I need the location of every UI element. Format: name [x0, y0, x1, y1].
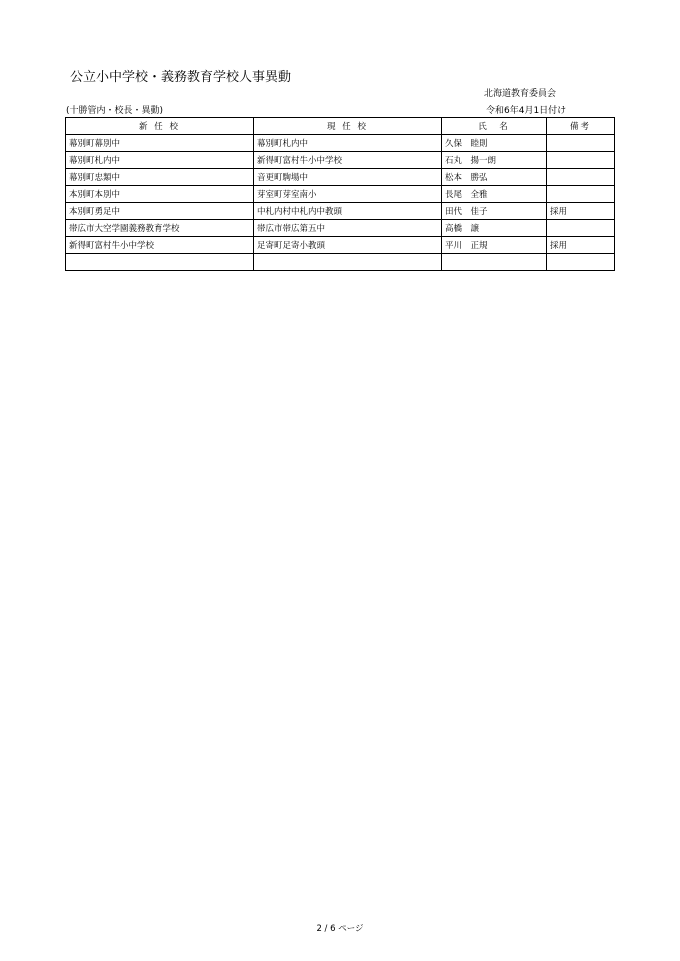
- new-school-cell: 本別町勇足中: [66, 203, 254, 220]
- table-row: [66, 169, 615, 186]
- current-school-cell: 芽室町芽室南小: [254, 186, 442, 203]
- name-cell: 松本 勝弘: [442, 169, 547, 186]
- new-school-cell: 新得町富村牛小中学校: [66, 237, 254, 254]
- table-row: [66, 186, 615, 203]
- name-cell: 久保 睦則: [442, 135, 547, 152]
- name-cell: [442, 254, 547, 271]
- current-school-cell: 幕別町札内中: [254, 135, 442, 152]
- current-school-cell: 音更町駒場中: [254, 169, 442, 186]
- remarks-cell: [547, 169, 615, 186]
- remarks-cell: 採用: [547, 203, 615, 220]
- personnel-table: [65, 117, 615, 271]
- current-school-cell: 足寄町足寄小教頭: [254, 237, 442, 254]
- column-header-name: 氏 名: [442, 118, 547, 135]
- current-school-cell: 中札内村中札内中教頭: [254, 203, 442, 220]
- table-row: [66, 203, 615, 220]
- document-title: 公立小中学校・義務教育学校人事異動: [70, 70, 292, 85]
- document-subtitle: (十勝管内・校長・異動): [66, 106, 164, 116]
- remarks-cell: [547, 254, 615, 271]
- name-cell: 石丸 揚一朗: [442, 152, 547, 169]
- current-school-cell: 新得町富村牛小中学校: [254, 152, 442, 169]
- remarks-cell: [547, 135, 615, 152]
- table-row: [66, 237, 615, 254]
- remarks-cell: [547, 220, 615, 237]
- issuer: 北海道教育委員会: [484, 89, 557, 99]
- new-school-cell: 帯広市大空学園義務教育学校: [66, 220, 254, 237]
- new-school-cell: 幕別町幕別中: [66, 135, 254, 152]
- remarks-cell: 採用: [547, 237, 615, 254]
- column-header-remarks: 備考: [547, 118, 615, 135]
- remarks-cell: [547, 186, 615, 203]
- column-header-new-school: 新 任 校: [66, 118, 254, 135]
- table-row: [66, 135, 615, 152]
- remarks-cell: [547, 152, 615, 169]
- current-school-cell: 帯広市帯広第五中: [254, 220, 442, 237]
- table-row: [66, 254, 615, 271]
- effective-date: 令和6年4月1日付け: [486, 106, 567, 116]
- name-cell: 長尾 全雅: [442, 186, 547, 203]
- name-cell: 高橋 譲: [442, 220, 547, 237]
- table-row: [66, 220, 615, 237]
- table-row: [66, 152, 615, 169]
- new-school-cell: 幕別町札内中: [66, 152, 254, 169]
- new-school-cell: [66, 254, 254, 271]
- new-school-cell: 本別町本別中: [66, 186, 254, 203]
- name-cell: 田代 佳子: [442, 203, 547, 220]
- name-cell: 平川 正規: [442, 237, 547, 254]
- page-number: 2 / 6 ページ: [316, 924, 364, 934]
- new-school-cell: 幕別町忠類中: [66, 169, 254, 186]
- current-school-cell: [254, 254, 442, 271]
- column-header-current-school: 現 任 校: [254, 118, 442, 135]
- table-header-row: [66, 118, 615, 135]
